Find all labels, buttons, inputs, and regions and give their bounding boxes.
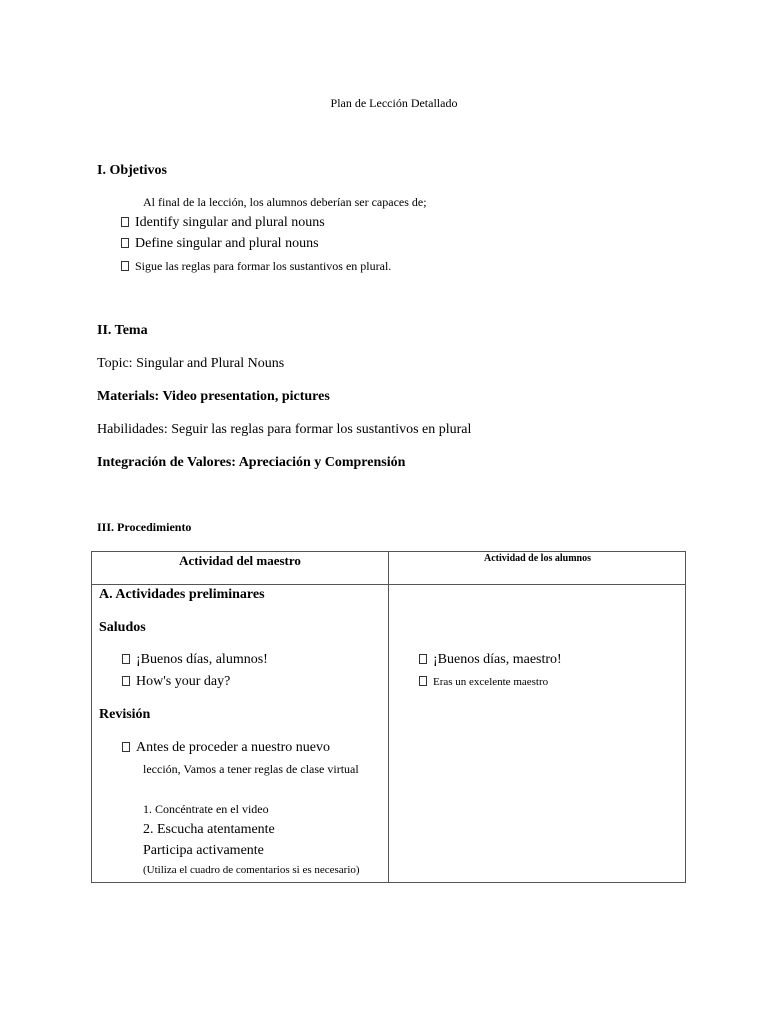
rule-3: Participa activamente	[143, 843, 264, 858]
objetivo-item	[121, 236, 319, 252]
saludo-item	[122, 652, 268, 668]
saludo-text: How's your day?	[136, 674, 231, 689]
section-heading: A. Actividades preliminares	[99, 587, 265, 602]
table-body-row	[92, 585, 686, 883]
procedimiento-heading: III. Procedimiento	[97, 520, 192, 534]
table-header-row	[92, 552, 686, 585]
document-title: Plan de Lección Detallado	[330, 96, 458, 110]
bullet-icon	[122, 742, 130, 752]
rule-note: (Utiliza el cuadro de comentarios si es necesario)	[143, 864, 360, 876]
tema-topic: Topic: Singular and Plural Nouns	[97, 356, 285, 371]
revision-item-cont: lección, Vamos a tener reglas de clase virtual	[143, 762, 359, 776]
objetivo-text: Define singular and plural nouns	[135, 236, 319, 251]
objetivo-text: Sigue las reglas para formar los sustantivos en plural.	[135, 259, 392, 273]
alumno-text: Eras un excelente maestro	[433, 676, 549, 688]
saludo-text: ¡Buenos días, alumnos!	[136, 652, 268, 667]
bullet-icon	[121, 238, 129, 248]
header-cell-maestro	[92, 552, 389, 585]
bullet-icon	[121, 217, 129, 227]
alumno-text: ¡Buenos días, maestro!	[433, 652, 562, 667]
saludos-heading: Saludos	[99, 620, 146, 635]
objetivo-item	[121, 259, 391, 274]
alumno-item	[419, 652, 562, 668]
objetivo-text: Identify singular and plural nouns	[135, 215, 325, 230]
tema-habilidades: Habilidades: Seguir las reglas para formar los sustantivos en plural	[97, 422, 472, 437]
revision-text: Antes de proceder a nuestro nuevo	[136, 740, 330, 755]
tema-valores: Integración de Valores: Apreciación y Comprensión	[97, 455, 406, 470]
objetivos-heading: I. Objetivos	[97, 163, 167, 178]
col-alumnos-label: Actividad de los alumnos	[484, 553, 591, 564]
bullet-icon	[121, 261, 129, 271]
objetivos-intro: Al final de la lección, los alumnos deberían ser capaces de;	[143, 195, 427, 209]
bullet-icon	[419, 676, 427, 686]
tema-materials: Materials: Video presentation, pictures	[97, 389, 330, 404]
bullet-icon	[122, 676, 130, 686]
bullet-icon	[122, 654, 130, 664]
tema-heading: II. Tema	[97, 323, 148, 338]
revision-heading: Revisión	[99, 707, 151, 722]
bullet-icon	[419, 654, 427, 664]
procedimiento-table	[91, 551, 686, 883]
objetivo-item	[121, 215, 325, 231]
saludo-item	[122, 674, 230, 690]
cell-alumnos	[389, 585, 686, 883]
rule-1: 1. Concéntrate en el video	[143, 802, 269, 816]
col-maestro-label: Actividad del maestro	[179, 553, 301, 568]
alumno-item	[419, 676, 548, 688]
rule-2: 2. Escucha atentamente	[143, 822, 275, 837]
header-cell-alumnos	[389, 552, 686, 585]
revision-item	[122, 740, 330, 756]
cell-maestro	[92, 585, 389, 883]
